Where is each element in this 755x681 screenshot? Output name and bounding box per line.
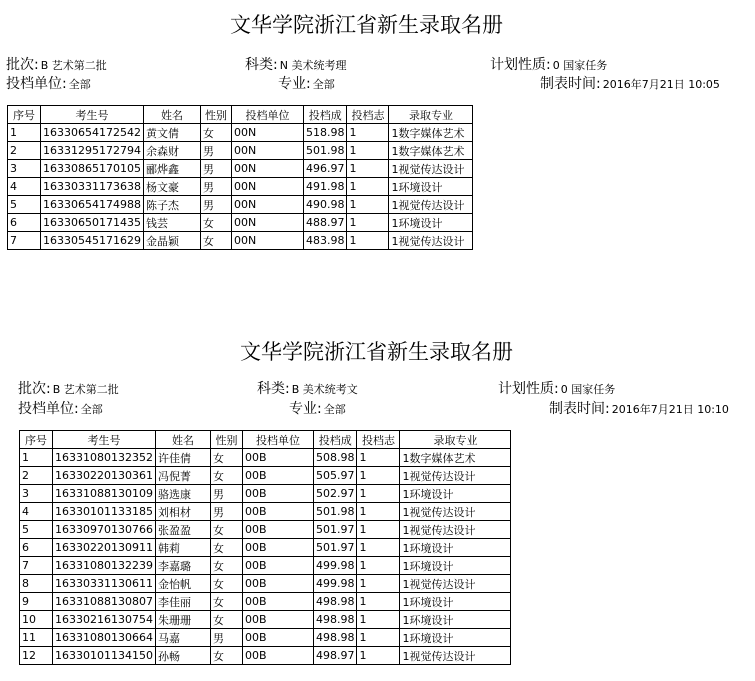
cell-index: 7 <box>8 232 41 250</box>
cell-name: 孙畅 <box>155 647 210 665</box>
cell-choice: 1 <box>357 521 400 539</box>
header-index: 序号 <box>8 106 41 124</box>
header-exam-id: 考生号 <box>53 431 156 449</box>
cell-score: 488.97 <box>303 214 347 232</box>
table-header-row <box>20 431 511 449</box>
report-title: 文华学院浙江省新生录取名册 <box>230 13 503 37</box>
cell-name: 杨文豪 <box>143 178 200 196</box>
cell-exam-id: 16330970130766 <box>53 521 156 539</box>
cell-choice: 1 <box>357 575 400 593</box>
cell-index: 6 <box>20 539 53 557</box>
cell-score: 508.98 <box>313 449 357 467</box>
cell-gender: 男 <box>210 503 242 521</box>
batch-label: 批次: <box>6 57 39 73</box>
cell-name: 金晶颖 <box>143 232 200 250</box>
major-field <box>289 398 346 418</box>
cell-index: 9 <box>20 593 53 611</box>
cell-exam-id: 16330220130911 <box>53 539 156 557</box>
cell-unit: 00B <box>242 449 313 467</box>
cell-major: 1视觉传达设计 <box>400 521 511 539</box>
plan-label: 计划性质: <box>490 57 551 73</box>
cell-index: 8 <box>20 575 53 593</box>
cell-exam-id: 16330101133185 <box>53 503 156 521</box>
report-title: 文华学院浙江省新生录取名册 <box>240 340 513 364</box>
major-field <box>278 73 335 93</box>
cell-gender: 女 <box>210 449 242 467</box>
cell-index: 4 <box>8 178 41 196</box>
cell-score: 491.98 <box>303 178 347 196</box>
cell-major: 1视觉传达设计 <box>400 467 511 485</box>
batch-label: 批次: <box>18 381 51 397</box>
cell-unit: 00B <box>242 629 313 647</box>
cell-major: 1环境设计 <box>400 593 511 611</box>
cell-unit: 00B <box>242 575 313 593</box>
cell-major: 1环境设计 <box>400 485 511 503</box>
major-value: 全部 <box>323 403 346 416</box>
cell-index: 2 <box>8 142 41 160</box>
cell-unit: 00N <box>231 142 303 160</box>
admission-table <box>19 430 511 665</box>
cell-major: 1环境设计 <box>400 557 511 575</box>
table-row <box>20 629 511 647</box>
cell-name: 马嘉 <box>155 629 210 647</box>
cell-score: 502.97 <box>313 485 357 503</box>
date-value: 2016年7月21日 10:05 <box>602 78 720 91</box>
cell-unit: 00N <box>231 178 303 196</box>
cell-name: 郦烨鑫 <box>143 160 200 178</box>
cell-name: 许佳倩 <box>155 449 210 467</box>
date-field <box>540 73 720 93</box>
cell-score: 498.98 <box>313 593 357 611</box>
cell-exam-id: 16331080132352 <box>53 449 156 467</box>
cell-score: 490.98 <box>303 196 347 214</box>
cell-unit: 00B <box>242 467 313 485</box>
cell-unit: 00B <box>242 521 313 539</box>
cell-unit: 00B <box>242 557 313 575</box>
cell-unit: 00B <box>242 593 313 611</box>
header-exam-id: 考生号 <box>41 106 144 124</box>
cell-gender: 女 <box>200 124 231 142</box>
cell-exam-id: 16330101134150 <box>53 647 156 665</box>
cell-exam-id: 16330331130611 <box>53 575 156 593</box>
cell-unit: 00B <box>242 539 313 557</box>
cell-score: 501.98 <box>303 142 347 160</box>
cell-gender: 女 <box>200 214 231 232</box>
cell-index: 6 <box>8 214 41 232</box>
table-row <box>20 449 511 467</box>
cell-index: 1 <box>8 124 41 142</box>
table-row <box>8 178 473 196</box>
table-header-row <box>8 106 473 124</box>
cell-gender: 女 <box>210 539 242 557</box>
date-field <box>549 398 729 418</box>
cell-score: 501.97 <box>313 539 357 557</box>
cell-score: 498.97 <box>313 647 357 665</box>
cell-gender: 男 <box>200 196 231 214</box>
cell-gender: 女 <box>210 557 242 575</box>
cell-index: 12 <box>20 647 53 665</box>
header-gender: 性别 <box>210 431 242 449</box>
cell-major: 1环境设计 <box>400 539 511 557</box>
cell-gender: 男 <box>210 629 242 647</box>
cell-choice: 1 <box>357 629 400 647</box>
cell-name: 陈子杰 <box>143 196 200 214</box>
batch-field <box>6 54 107 74</box>
date-value: 2016年7月21日 10:10 <box>611 403 729 416</box>
cell-name: 朱珊珊 <box>155 611 210 629</box>
cell-score: 499.98 <box>313 575 357 593</box>
cell-gender: 男 <box>200 142 231 160</box>
cell-exam-id: 16330216130754 <box>53 611 156 629</box>
cell-score: 498.98 <box>313 611 357 629</box>
cell-name: 李佳丽 <box>155 593 210 611</box>
cell-exam-id: 16330654172542 <box>41 124 144 142</box>
cell-choice: 1 <box>357 557 400 575</box>
table-row <box>20 539 511 557</box>
table-row <box>20 467 511 485</box>
cell-major: 1视觉传达设计 <box>400 503 511 521</box>
header-gender: 性别 <box>200 106 231 124</box>
table-row <box>8 232 473 250</box>
cell-gender: 女 <box>210 647 242 665</box>
table-row <box>20 503 511 521</box>
cell-score: 505.97 <box>313 467 357 485</box>
cell-name: 张盈盈 <box>155 521 210 539</box>
header-major: 录取专业 <box>400 431 511 449</box>
subject-value: N 美术统考理 <box>279 59 347 72</box>
table-row <box>8 142 473 160</box>
cell-major: 1环境设计 <box>400 611 511 629</box>
cell-gender: 女 <box>200 232 231 250</box>
cell-exam-id: 16331295172794 <box>41 142 144 160</box>
cell-score: 501.97 <box>313 521 357 539</box>
cell-gender: 女 <box>210 575 242 593</box>
cell-exam-id: 16331088130109 <box>53 485 156 503</box>
cell-exam-id: 16330865170105 <box>41 160 144 178</box>
cell-index: 10 <box>20 611 53 629</box>
table-row <box>20 521 511 539</box>
subject-field <box>245 54 346 74</box>
cell-choice: 1 <box>357 647 400 665</box>
cell-unit: 00N <box>231 196 303 214</box>
table-row <box>8 124 473 142</box>
cell-index: 2 <box>20 467 53 485</box>
cell-index: 1 <box>20 449 53 467</box>
cell-name: 韩莉 <box>155 539 210 557</box>
date-label: 制表时间: <box>549 401 610 417</box>
header-score: 投档成 <box>313 431 357 449</box>
cell-major: 1数字媒体艺术 <box>389 142 473 160</box>
cell-major: 1环境设计 <box>389 178 473 196</box>
cell-gender: 女 <box>210 467 242 485</box>
cell-major: 1视觉传达设计 <box>389 196 473 214</box>
table-row <box>20 611 511 629</box>
cell-choice: 1 <box>347 196 389 214</box>
cell-choice: 1 <box>347 142 389 160</box>
cell-exam-id: 16330545171629 <box>41 232 144 250</box>
cell-major: 1环境设计 <box>400 629 511 647</box>
cell-gender: 男 <box>210 485 242 503</box>
table-row <box>20 647 511 665</box>
cell-exam-id: 16331088130807 <box>53 593 156 611</box>
batch-field <box>18 378 119 398</box>
subject-label: 科类: <box>257 381 290 397</box>
cell-exam-id: 16330650171435 <box>41 214 144 232</box>
cell-name: 刘相材 <box>155 503 210 521</box>
cell-index: 3 <box>20 485 53 503</box>
cell-exam-id: 16330331173638 <box>41 178 144 196</box>
unit-label: 投档单位: <box>18 401 79 417</box>
subject-value: B 美术统考文 <box>291 383 358 396</box>
cell-major: 1视觉传达设计 <box>400 647 511 665</box>
cell-score: 496.97 <box>303 160 347 178</box>
unit-value: 全部 <box>80 403 103 416</box>
cell-unit: 00B <box>242 503 313 521</box>
cell-gender: 男 <box>200 160 231 178</box>
cell-choice: 1 <box>357 467 400 485</box>
cell-choice: 1 <box>357 485 400 503</box>
plan-label: 计划性质: <box>498 381 559 397</box>
cell-name: 冯倪菁 <box>155 467 210 485</box>
cell-index: 3 <box>8 160 41 178</box>
unit-field <box>6 73 91 93</box>
cell-unit: 00N <box>231 214 303 232</box>
cell-index: 7 <box>20 557 53 575</box>
cell-choice: 1 <box>347 160 389 178</box>
cell-score: 518.98 <box>303 124 347 142</box>
cell-major: 1数字媒体艺术 <box>389 124 473 142</box>
cell-choice: 1 <box>357 449 400 467</box>
table-row <box>20 557 511 575</box>
plan-field <box>490 54 607 74</box>
cell-choice: 1 <box>347 124 389 142</box>
cell-choice: 1 <box>347 214 389 232</box>
date-label: 制表时间: <box>540 76 601 92</box>
cell-index: 5 <box>20 521 53 539</box>
header-name: 姓名 <box>155 431 210 449</box>
cell-index: 11 <box>20 629 53 647</box>
plan-value: 0 国家任务 <box>560 383 616 396</box>
major-value: 全部 <box>312 78 335 91</box>
unit-label: 投档单位: <box>6 76 67 92</box>
cell-name: 余森财 <box>143 142 200 160</box>
header-choice: 投档志 <box>347 106 389 124</box>
table-row <box>20 575 511 593</box>
cell-major: 1视觉传达设计 <box>389 232 473 250</box>
cell-unit: 00B <box>242 647 313 665</box>
table-row <box>20 485 511 503</box>
cell-unit: 00N <box>231 160 303 178</box>
cell-gender: 女 <box>210 521 242 539</box>
cell-gender: 男 <box>200 178 231 196</box>
cell-name: 金怡帆 <box>155 575 210 593</box>
header-major: 录取专业 <box>389 106 473 124</box>
unit-value: 全部 <box>68 78 91 91</box>
header-choice: 投档志 <box>357 431 400 449</box>
admission-table <box>7 105 473 250</box>
cell-name: 骆选康 <box>155 485 210 503</box>
cell-unit: 00N <box>231 232 303 250</box>
cell-unit: 00B <box>242 611 313 629</box>
cell-score: 498.98 <box>313 629 357 647</box>
table-row <box>8 214 473 232</box>
plan-value: 0 国家任务 <box>552 59 608 72</box>
cell-unit: 00B <box>242 485 313 503</box>
cell-choice: 1 <box>347 178 389 196</box>
cell-exam-id: 16331080130664 <box>53 629 156 647</box>
unit-field <box>18 398 103 418</box>
cell-choice: 1 <box>347 232 389 250</box>
cell-choice: 1 <box>357 611 400 629</box>
batch-value: B 艺术第二批 <box>52 383 119 396</box>
header-unit: 投档单位 <box>242 431 313 449</box>
cell-score: 501.98 <box>313 503 357 521</box>
cell-name: 李嘉璐 <box>155 557 210 575</box>
cell-gender: 女 <box>210 611 242 629</box>
cell-exam-id: 16331080132239 <box>53 557 156 575</box>
cell-major: 1环境设计 <box>389 214 473 232</box>
header-unit: 投档单位 <box>231 106 303 124</box>
cell-index: 5 <box>8 196 41 214</box>
table-row <box>8 160 473 178</box>
table-row <box>8 196 473 214</box>
cell-gender: 女 <box>210 593 242 611</box>
major-label: 专业: <box>289 401 322 417</box>
cell-choice: 1 <box>357 503 400 521</box>
batch-value: B 艺术第二批 <box>40 59 107 72</box>
cell-exam-id: 16330220130361 <box>53 467 156 485</box>
header-index: 序号 <box>20 431 53 449</box>
cell-name: 钱芸 <box>143 214 200 232</box>
cell-score: 483.98 <box>303 232 347 250</box>
cell-choice: 1 <box>357 593 400 611</box>
header-score: 投档成 <box>303 106 347 124</box>
subject-field <box>257 378 358 398</box>
subject-label: 科类: <box>245 57 278 73</box>
plan-field <box>498 378 615 398</box>
cell-exam-id: 16330654174988 <box>41 196 144 214</box>
header-name: 姓名 <box>143 106 200 124</box>
cell-choice: 1 <box>357 539 400 557</box>
cell-unit: 00N <box>231 124 303 142</box>
cell-index: 4 <box>20 503 53 521</box>
cell-major: 1数字媒体艺术 <box>400 449 511 467</box>
major-label: 专业: <box>278 76 311 92</box>
cell-major: 1视觉传达设计 <box>389 160 473 178</box>
cell-major: 1视觉传达设计 <box>400 575 511 593</box>
cell-name: 黄文倩 <box>143 124 200 142</box>
cell-score: 499.98 <box>313 557 357 575</box>
table-row <box>20 593 511 611</box>
